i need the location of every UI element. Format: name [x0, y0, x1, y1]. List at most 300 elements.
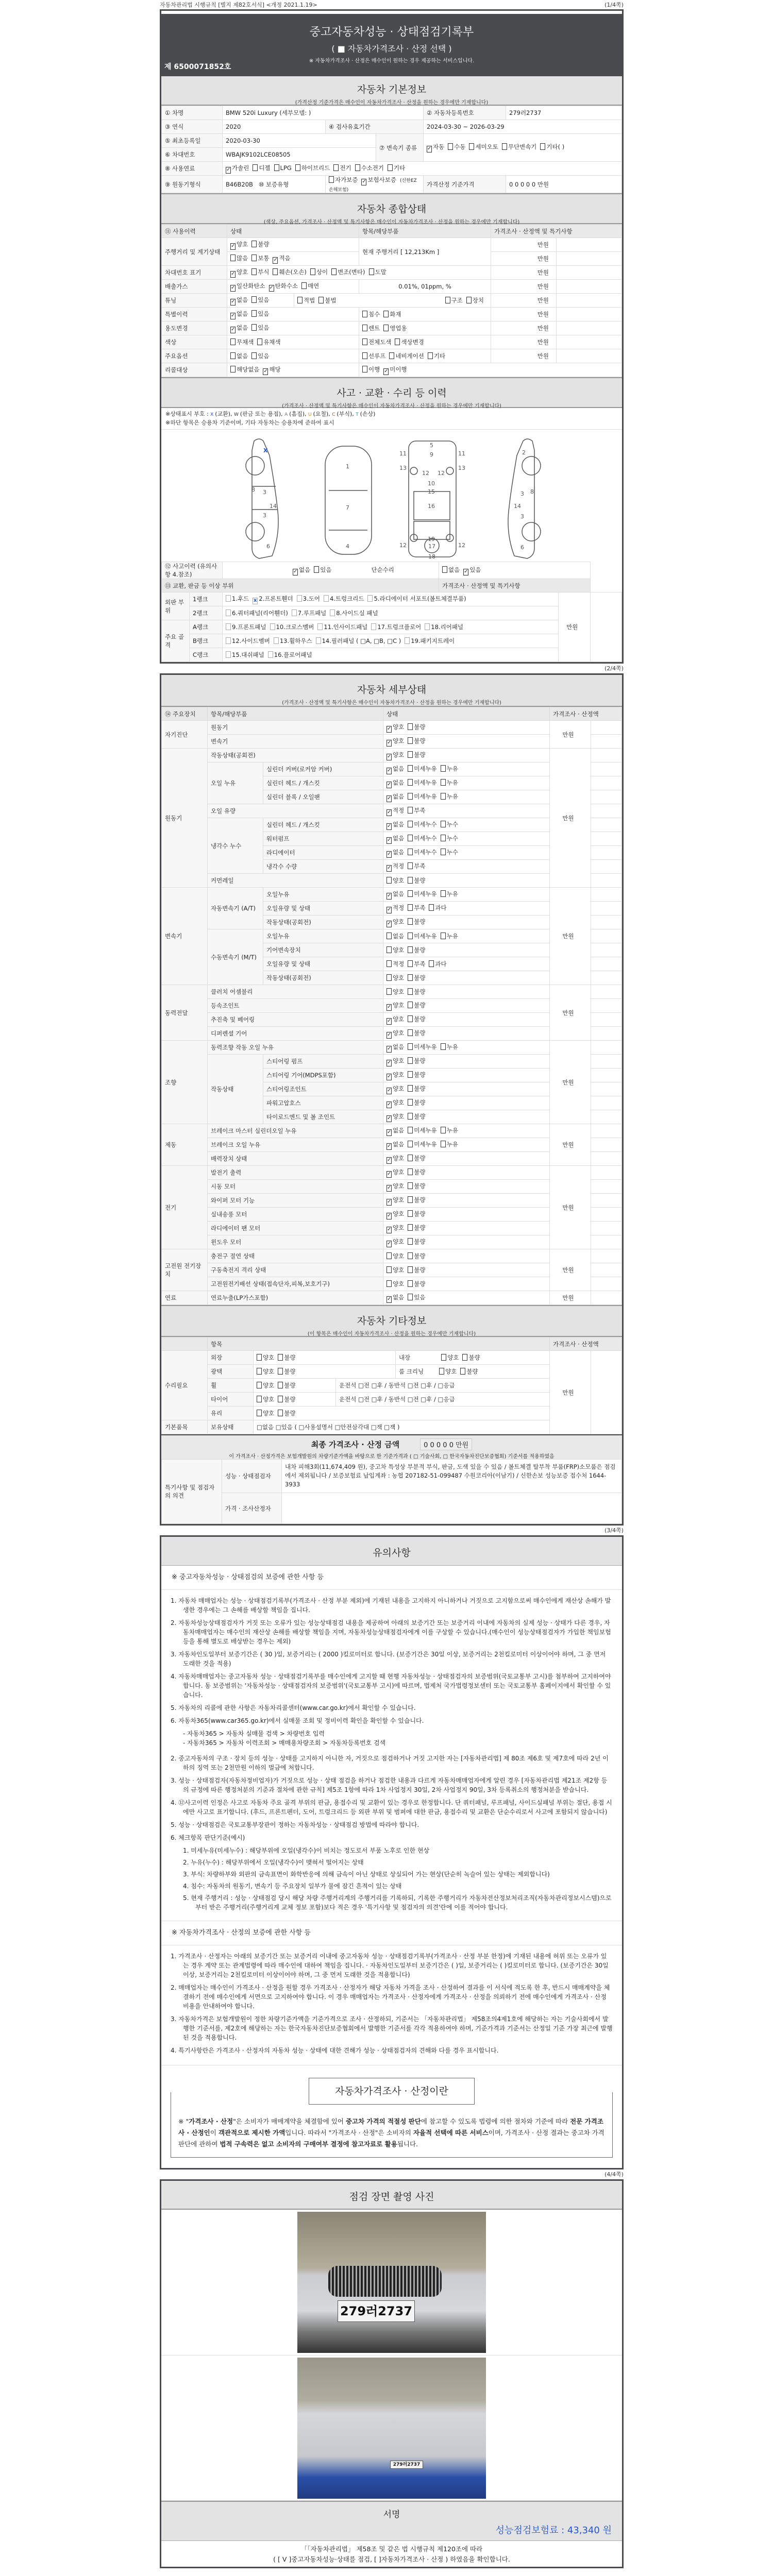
- checkbox-option: [388, 164, 405, 172]
- price-value: [591, 985, 622, 999]
- checkbox-empty-icon: [408, 946, 413, 953]
- option-label: 양호: [263, 1382, 275, 1389]
- option-label: 색상변경: [401, 338, 424, 346]
- option-label: 유채색: [263, 338, 281, 346]
- first-registration-date: 2020-03-30: [223, 134, 376, 148]
- checkbox-empty-icon: [278, 1410, 283, 1416]
- device-group: 동력전달: [162, 985, 208, 1041]
- base-price: 0 0 0 0 0 만원: [506, 176, 622, 193]
- checkbox-option: [362, 366, 380, 373]
- checkbox-empty-icon: [274, 164, 279, 171]
- checkbox-empty-icon: [441, 1127, 446, 1133]
- checkbox-checked-icon: ✓: [387, 753, 392, 759]
- checkbox-option: [278, 1354, 295, 1361]
- checkbox-option: [310, 268, 328, 276]
- item-label: 오일유량 및 상태: [263, 902, 383, 916]
- rank-parts: [223, 634, 559, 648]
- note-item: 6. 자동차365(www.car365.go.kr)에서 실매물 조회 및 정비이력 확인을 확인할 수 있습니다.: [171, 1717, 424, 1724]
- option-label: 미세누유: [414, 1126, 437, 1134]
- general-status-table: [161, 224, 622, 377]
- svg-text:19: 19: [428, 536, 435, 543]
- checkbox-empty-icon: [362, 311, 367, 317]
- option-label: 있음: [258, 310, 270, 317]
- option-label: 해당없음: [237, 365, 260, 373]
- checkbox-empty-icon: [408, 1127, 413, 1133]
- checkbox-checked-icon: ✓: [387, 767, 392, 773]
- checkbox-empty-icon: [362, 352, 367, 359]
- checkbox-empty-icon: [383, 311, 389, 317]
- tire-options: [254, 1393, 336, 1406]
- item-label: 실린더 커버(로커암 커버): [263, 762, 383, 776]
- option-label: 양호: [237, 240, 248, 248]
- car-name: BMW 520i Luxury (세부모델: ): [223, 106, 424, 120]
- checkbox-empty-icon: [408, 1113, 413, 1120]
- option-label: 기타( ): [546, 143, 565, 150]
- item-status: [383, 1291, 550, 1305]
- checkbox-option: [463, 566, 481, 573]
- price-value: [591, 902, 622, 916]
- checkbox-empty-icon: [441, 835, 446, 841]
- box-text-part: 입니다. 따라서 "가격조사 · 산정"은 소비자의: [285, 2129, 413, 2137]
- mark-fender: X: [263, 447, 268, 454]
- checkbox-empty-icon: [408, 765, 413, 772]
- item-label: 오일누유: [263, 888, 383, 902]
- checkbox-option: [408, 1071, 425, 1078]
- checkbox-option: [257, 338, 280, 346]
- checkbox-option: [386, 779, 404, 786]
- box-text-part: ※ ": [178, 2117, 189, 2125]
- svg-text:12: 12: [399, 542, 407, 549]
- option-label: 불량: [414, 1252, 426, 1260]
- option-label: 누유: [446, 1126, 458, 1134]
- interior-options: [441, 1354, 483, 1361]
- note-item: 5. 자동차의 리콜에 관한 사항은 자동차리콜센터(www.car.go.kr)에서 확인할 수 있습니다.: [171, 1704, 416, 1711]
- item-status: [383, 1249, 550, 1263]
- checkbox-empty-icon: [441, 779, 446, 786]
- paint-options: [359, 335, 491, 349]
- box-text-part: 이며, 가격조사 · 산정 결과는 중고차 가격판단에 관하여: [178, 2129, 604, 2148]
- inspection-insurance-fee: 성능점검보험료 : 43,340 원: [495, 2525, 612, 2536]
- option-label: 없음: [393, 792, 405, 800]
- option-label: 양호: [393, 877, 405, 884]
- item-label: 워터펌프: [263, 832, 383, 846]
- main-options: [227, 349, 359, 363]
- checkbox-option: [386, 793, 404, 800]
- checkbox-empty-icon: [314, 566, 319, 573]
- option-label: 네비게이션: [395, 352, 424, 360]
- checkbox-empty-icon: [408, 862, 413, 869]
- checkbox-empty-icon: [318, 297, 324, 303]
- rank-label: A랭크: [190, 620, 223, 634]
- option-label: 불량: [414, 974, 426, 981]
- checkbox-checked-icon: ✓: [387, 1031, 392, 1038]
- note-item: 2. 자동차성능상태점검자가 거짓 또는 오류가 있는 성능상태점검 내용을 제공하여 아래의 보증기간 또는 보증거리 이내에 자동차의 실제 성능 · 상태가 다른 경우, 자동차매매업자는 매수인의 재산상 손해를 배상할 책임을 지며, 자동차성능상태점검자에게 이를 구상할 수 있습니다.(매수인이 성능상태점검자가 가입한 책임보험 등을 통해 별도로 배상받는 경우는 제외): [171, 1619, 611, 1645]
- checkbox-option: [362, 325, 380, 332]
- part-label: 9.프론트패널: [232, 623, 266, 631]
- item-status: [383, 888, 550, 902]
- option-label: 없음: [393, 933, 405, 940]
- svg-text:8: 8: [530, 488, 534, 495]
- svg-text:12: 12: [422, 470, 429, 477]
- legend-symbol: U: [308, 412, 313, 417]
- legend-text: (판금 또는 용접),: [240, 411, 285, 417]
- part-group-label: 외판 부위: [162, 592, 190, 620]
- license-plate: 279러2737: [390, 2461, 423, 2469]
- price-value: [591, 790, 622, 804]
- option-label: 불량: [284, 1368, 296, 1375]
- option-label: 적정: [393, 862, 405, 870]
- column-header: ⑬ 교환, 판금 등 이상 부위: [162, 579, 439, 592]
- svg-text:9: 9: [430, 451, 433, 458]
- sub-group: 오일 누유: [208, 762, 263, 804]
- item-label: 동력조향 작동 오일 누유: [208, 1041, 383, 1055]
- exterior-options: [254, 1351, 396, 1365]
- option-label: 미세누유: [414, 1043, 437, 1050]
- checkbox-option: [441, 890, 458, 897]
- note-subitem: 2. 누유(누수) : 해당부위에서 오일(냉각수)이 맺혀서 떨어지는 상태: [183, 1859, 364, 1866]
- option-label: 없음: [393, 834, 405, 842]
- label: 내장: [399, 1354, 411, 1361]
- price-value: [591, 1194, 622, 1208]
- option-label: 없음: [393, 1126, 405, 1134]
- option-label: 불량: [414, 1280, 426, 1287]
- part-item: [268, 651, 312, 658]
- option-label: 불량: [284, 1382, 296, 1389]
- checkbox-empty-icon: [251, 324, 257, 331]
- document-number: 제 6500071852호: [164, 63, 231, 71]
- option-label: 세미오토: [475, 143, 498, 150]
- checkbox-option: [362, 311, 380, 318]
- option-label: 양호: [393, 1182, 405, 1190]
- checkbox-option: [386, 1168, 404, 1176]
- basic-items: □없음 □있음 ( □사용설명서 □안전삼각대 □잭 □잭 ): [254, 1420, 550, 1434]
- checkbox-empty-icon: [462, 1354, 467, 1361]
- checkbox-option: [257, 1410, 274, 1417]
- tuning-options: [227, 294, 294, 308]
- price-value: [591, 1110, 622, 1124]
- checkbox-empty-icon: [408, 807, 413, 814]
- item-label: 연료누출(LP가스포함): [208, 1291, 383, 1305]
- option-label: 있음: [258, 352, 270, 360]
- emphasis-text: 자율적 선택에 따른 서비스: [413, 2129, 489, 2137]
- price-value: [591, 1124, 622, 1138]
- price-value: [591, 929, 622, 943]
- rank-label: 1랭크: [190, 592, 223, 606]
- item-label: 배력장치 상태: [208, 1152, 383, 1166]
- item-label: 윈도우 모터: [208, 1235, 383, 1249]
- item-label: 기어변속장치: [263, 943, 383, 957]
- option-label: 도말: [375, 268, 386, 276]
- option-label: 있음: [258, 324, 270, 331]
- item-label: 오일 유량: [208, 804, 383, 818]
- price-value: [591, 1166, 622, 1180]
- legend-text: (흠집),: [289, 411, 308, 417]
- checkbox-empty-icon: [408, 821, 413, 827]
- item-label: 타이로드엔드 및 볼 조인트: [263, 1110, 383, 1124]
- checkbox-empty-icon: [408, 835, 413, 841]
- checkbox-checked-icon: ✓: [387, 739, 392, 745]
- note-item: 5. 성능 · 상태점검은 국토교통부장관이 정하는 자동차성능 · 상태점검 방법에 따라야 합니다.: [171, 1821, 419, 1828]
- checkbox-empty-icon: [408, 933, 413, 939]
- checkbox-checked-icon: ✓: [387, 865, 392, 871]
- inspection-photo-rear: [297, 2358, 486, 2499]
- part-group-label: 주요 골격: [162, 620, 190, 662]
- detail-header: [161, 675, 622, 707]
- inspector-opinion: 내차 피해3회(11,674,409 원), 중고차 특성상 부분적 부식, 판금, 도색 있을 수 있음 / 볼트체결 탈부착 부품(FRP)소모품은 점검에서 제외됩니다 / 보증보험료 납입계좌 : 농협 207182-51-099487 수원코리아(이남기) / 신한손보 성능보증 접수처 1644-3933: [282, 1460, 622, 1493]
- label: 룸 크리닝: [399, 1368, 424, 1375]
- checkbox-checked-icon: ✓: [231, 270, 236, 277]
- rank-parts: [223, 606, 559, 620]
- checkbox-empty-icon: [408, 877, 413, 884]
- legend-text: (요철),: [313, 411, 332, 417]
- item-label: 라디에이터 팬 모터: [208, 1222, 383, 1235]
- item-label: 디퍼렌셜 기어: [208, 1027, 383, 1041]
- checkbox-empty-icon: [469, 143, 474, 150]
- checkbox-option: [386, 765, 404, 772]
- note-subitem: 3. 부식: 차량하부와 외판의 금속표면이 화학반응에 의해 금속이 아닌 상태로 상실되어 가는 현상(단순히 녹슬어 있는 상태는 제외합니다): [183, 1871, 550, 1878]
- option-label: 양호: [393, 1001, 405, 1009]
- checkbox-empty-icon: [408, 793, 413, 800]
- item-status: [383, 1096, 550, 1110]
- part-item: [226, 595, 249, 602]
- checkbox-option: [386, 737, 404, 744]
- option-label: 미세누수: [414, 848, 437, 856]
- part-item: [226, 609, 288, 617]
- item-status: [383, 776, 550, 790]
- option-label: 불량: [414, 1210, 426, 1217]
- checkbox-option: [408, 821, 436, 828]
- option-label: 해당: [269, 365, 281, 373]
- item-status: [383, 1110, 550, 1124]
- option-label: 가솔린: [232, 164, 249, 172]
- option-label: 탄화수소: [275, 282, 298, 290]
- label: ⑨ 원동기형식: [162, 176, 223, 193]
- emphasis-text: 법적 구속력은 없고 소비자의 구매여부 결정에 참고자료로 활용: [220, 2140, 397, 2148]
- option-label: 매연: [307, 282, 320, 290]
- option-label: 누수: [446, 834, 458, 842]
- inspection-photo-front: [297, 2212, 486, 2353]
- option-label: 양호: [393, 1196, 405, 1204]
- checkbox-checked-icon: ✓: [263, 368, 268, 374]
- photo-page: [160, 2179, 624, 2568]
- legend-symbol: A: [284, 412, 290, 417]
- recall-status: [359, 363, 622, 377]
- car-right-side: [508, 439, 541, 558]
- checkbox-option: [383, 311, 401, 318]
- checkbox-empty-icon: [386, 1266, 392, 1273]
- option-label: 미세누유: [414, 933, 437, 940]
- label: 용도변경: [162, 321, 227, 335]
- checkbox-option: [386, 723, 404, 731]
- checkbox-option: [408, 1085, 425, 1092]
- option-label: 과다: [435, 904, 447, 911]
- option-label: 양호: [393, 1266, 405, 1274]
- tuning-legality: [297, 297, 340, 304]
- part-item: [253, 595, 293, 602]
- option-label: 불량: [258, 240, 270, 248]
- checkbox-empty-icon: [301, 282, 307, 289]
- option-label: 없음: [237, 310, 248, 317]
- checkbox-option: [230, 268, 248, 276]
- document-note: ※ 자동차가격조사 · 산정은 매수인이 원하는 경우 제공하는 서비스입니다.: [309, 58, 475, 64]
- checkbox-option: [441, 933, 458, 940]
- general-status-header: [161, 193, 622, 224]
- checkbox-empty-icon: [251, 352, 257, 359]
- checkbox-empty-icon: [317, 623, 323, 630]
- checkbox-checked-icon: ✓: [387, 1240, 392, 1246]
- svg-text:13: 13: [399, 465, 407, 471]
- usage-change-type: [359, 321, 491, 335]
- option-label: 불량: [414, 1071, 426, 1078]
- label: 유리: [208, 1406, 254, 1420]
- room-cleaning-options: [439, 1368, 481, 1375]
- item-status: [383, 1166, 550, 1180]
- checkbox-empty-icon: [371, 623, 376, 630]
- wheel-options: [254, 1379, 336, 1393]
- sub-group: 작동상태: [208, 1055, 263, 1124]
- option-label: 양호: [393, 1238, 405, 1245]
- option-label: 적정: [393, 806, 405, 814]
- checkbox-option: [230, 282, 265, 290]
- checkbox-empty-icon: [408, 737, 413, 744]
- emphasis-text: 중고차 가격의 적절성 판단: [345, 2117, 421, 2125]
- checkbox-option: [230, 324, 248, 331]
- option-label: 양호: [393, 1252, 405, 1260]
- checkbox-empty-icon: [408, 723, 413, 730]
- checkbox-option: [386, 1238, 404, 1245]
- option-label: 미세누유: [414, 1140, 437, 1148]
- checkbox-option: [386, 1113, 404, 1120]
- checkbox-empty-icon: [408, 1168, 413, 1175]
- checkbox-option: [441, 793, 458, 800]
- checkbox-option: [257, 1382, 274, 1389]
- checkbox-option: [257, 1368, 274, 1375]
- checkbox-empty-icon: [441, 933, 446, 939]
- price-value: [591, 916, 622, 929]
- section-subtitle: (가격조사 · 산정액 및 특기사항은 매수인이 자동차가격조사 · 산정을 원하는 경우에만 기재합니다): [282, 700, 501, 706]
- option-label: 미세누수: [414, 820, 437, 828]
- checkbox-option: [408, 751, 425, 758]
- item-status: [383, 1152, 550, 1166]
- svg-text:15: 15: [428, 488, 435, 495]
- label: 가격 · 조사산정자: [222, 1493, 282, 1524]
- checkbox-empty-icon: [408, 904, 413, 911]
- item-status: [383, 1138, 550, 1152]
- main-options-type: [359, 349, 491, 363]
- checkbox-option: [386, 821, 404, 828]
- checkbox-empty-icon: [441, 765, 446, 772]
- label: ③ 연식: [162, 120, 223, 134]
- item-status: [383, 790, 550, 804]
- sub-group: 냉각수 누수: [208, 818, 263, 874]
- checkbox-option: [314, 566, 331, 573]
- checkbox-empty-icon: [257, 1354, 262, 1361]
- checkbox-checked-icon: ✓: [387, 809, 392, 815]
- part-item: [292, 609, 326, 617]
- checkbox-checked-icon: ✓: [387, 1018, 392, 1024]
- checkbox-option: [408, 1294, 425, 1301]
- checkbox-option: [273, 268, 306, 276]
- checkbox-empty-icon: [408, 918, 413, 925]
- column-header: ⑭ 주요장치: [162, 707, 208, 721]
- checkbox-option: [408, 1127, 436, 1134]
- option-label: 없음: [237, 296, 248, 303]
- checkbox-option: [251, 296, 269, 303]
- device-group: 원동기: [162, 749, 208, 888]
- page-1: [160, 9, 624, 664]
- option-label: 일산화탄소: [237, 282, 265, 290]
- option-label: 불량: [414, 1224, 426, 1231]
- label: 차대번호 표기: [162, 266, 227, 280]
- part-label: 6.쿼터패널(리어휀더): [232, 609, 288, 617]
- price-value: [591, 943, 622, 957]
- label: 색상: [162, 335, 227, 349]
- notes-body: [161, 1566, 622, 2065]
- checkbox-empty-icon: [408, 1002, 413, 1008]
- checkbox-empty-icon: [330, 609, 335, 616]
- option-label: 불량: [414, 1196, 426, 1204]
- rank-label: C랭크: [190, 648, 223, 662]
- checkbox-empty-icon: [408, 1280, 413, 1287]
- emphasis-text: 가격조사 · 산정: [189, 2117, 233, 2125]
- item-label: 충전구 절연 상태: [208, 1249, 383, 1263]
- photo-rear: [161, 2355, 622, 2501]
- checkbox-option: [408, 890, 436, 897]
- option-label: 수소전기: [361, 164, 384, 172]
- checkbox-empty-icon: [442, 566, 447, 573]
- checkbox-option: [408, 1168, 425, 1176]
- part-label: 16.플로어패널: [274, 651, 312, 658]
- law-reference: 자동차관리법 시행규칙 [별지 제82호서식] <개정 2021.1.19>: [160, 2, 317, 8]
- vin-mark-options: [227, 266, 491, 280]
- svg-text:3: 3: [263, 512, 266, 519]
- checkbox-checked-icon: ✓: [231, 298, 236, 304]
- option-label: 미세누수: [414, 834, 437, 842]
- checkbox-option: [257, 1396, 274, 1403]
- option-label: 불량: [414, 737, 426, 744]
- price-value: [591, 832, 622, 846]
- checkbox-empty-icon: [226, 609, 231, 616]
- checkbox-empty-icon: [362, 325, 367, 331]
- checkbox-empty-icon: [408, 1099, 413, 1106]
- price-value: [591, 735, 622, 749]
- checkbox-option: [441, 1354, 459, 1361]
- svg-text:4: 4: [346, 543, 349, 550]
- label: 광택: [208, 1365, 254, 1379]
- part-item: [270, 623, 314, 631]
- legend-label: ※상태표시 부호 :: [165, 411, 211, 417]
- item-label: 냉각수 수량: [263, 860, 383, 874]
- checkbox-empty-icon: [428, 352, 433, 359]
- page-3: [160, 1535, 624, 2170]
- box-text: [178, 2116, 605, 2150]
- checkbox-option: [386, 1057, 404, 1064]
- usage-change: [227, 321, 359, 335]
- checkbox-option: [441, 821, 458, 828]
- checkbox-empty-icon: [383, 325, 389, 331]
- photo-front: [161, 2210, 622, 2355]
- tuning-type: [445, 296, 488, 304]
- option-label: 적정: [393, 904, 405, 911]
- note-item: 4. 특기사항란은 가격조사 · 산정자의 자동차 성능 · 상태에 대한 견해가 성능 · 상태점검자의 견해와 다를 경우 표시합니다.: [171, 2047, 499, 2054]
- part-label: 11.인사이드패널: [324, 623, 368, 631]
- recall-options: [227, 363, 359, 377]
- gauge-status: [227, 238, 359, 252]
- option-label: 양호: [393, 1057, 405, 1064]
- item-label: 클러치 어셈블리: [208, 985, 383, 999]
- option-label: 없음: [393, 820, 405, 828]
- label: 성능 · 상태점검자: [222, 1460, 282, 1493]
